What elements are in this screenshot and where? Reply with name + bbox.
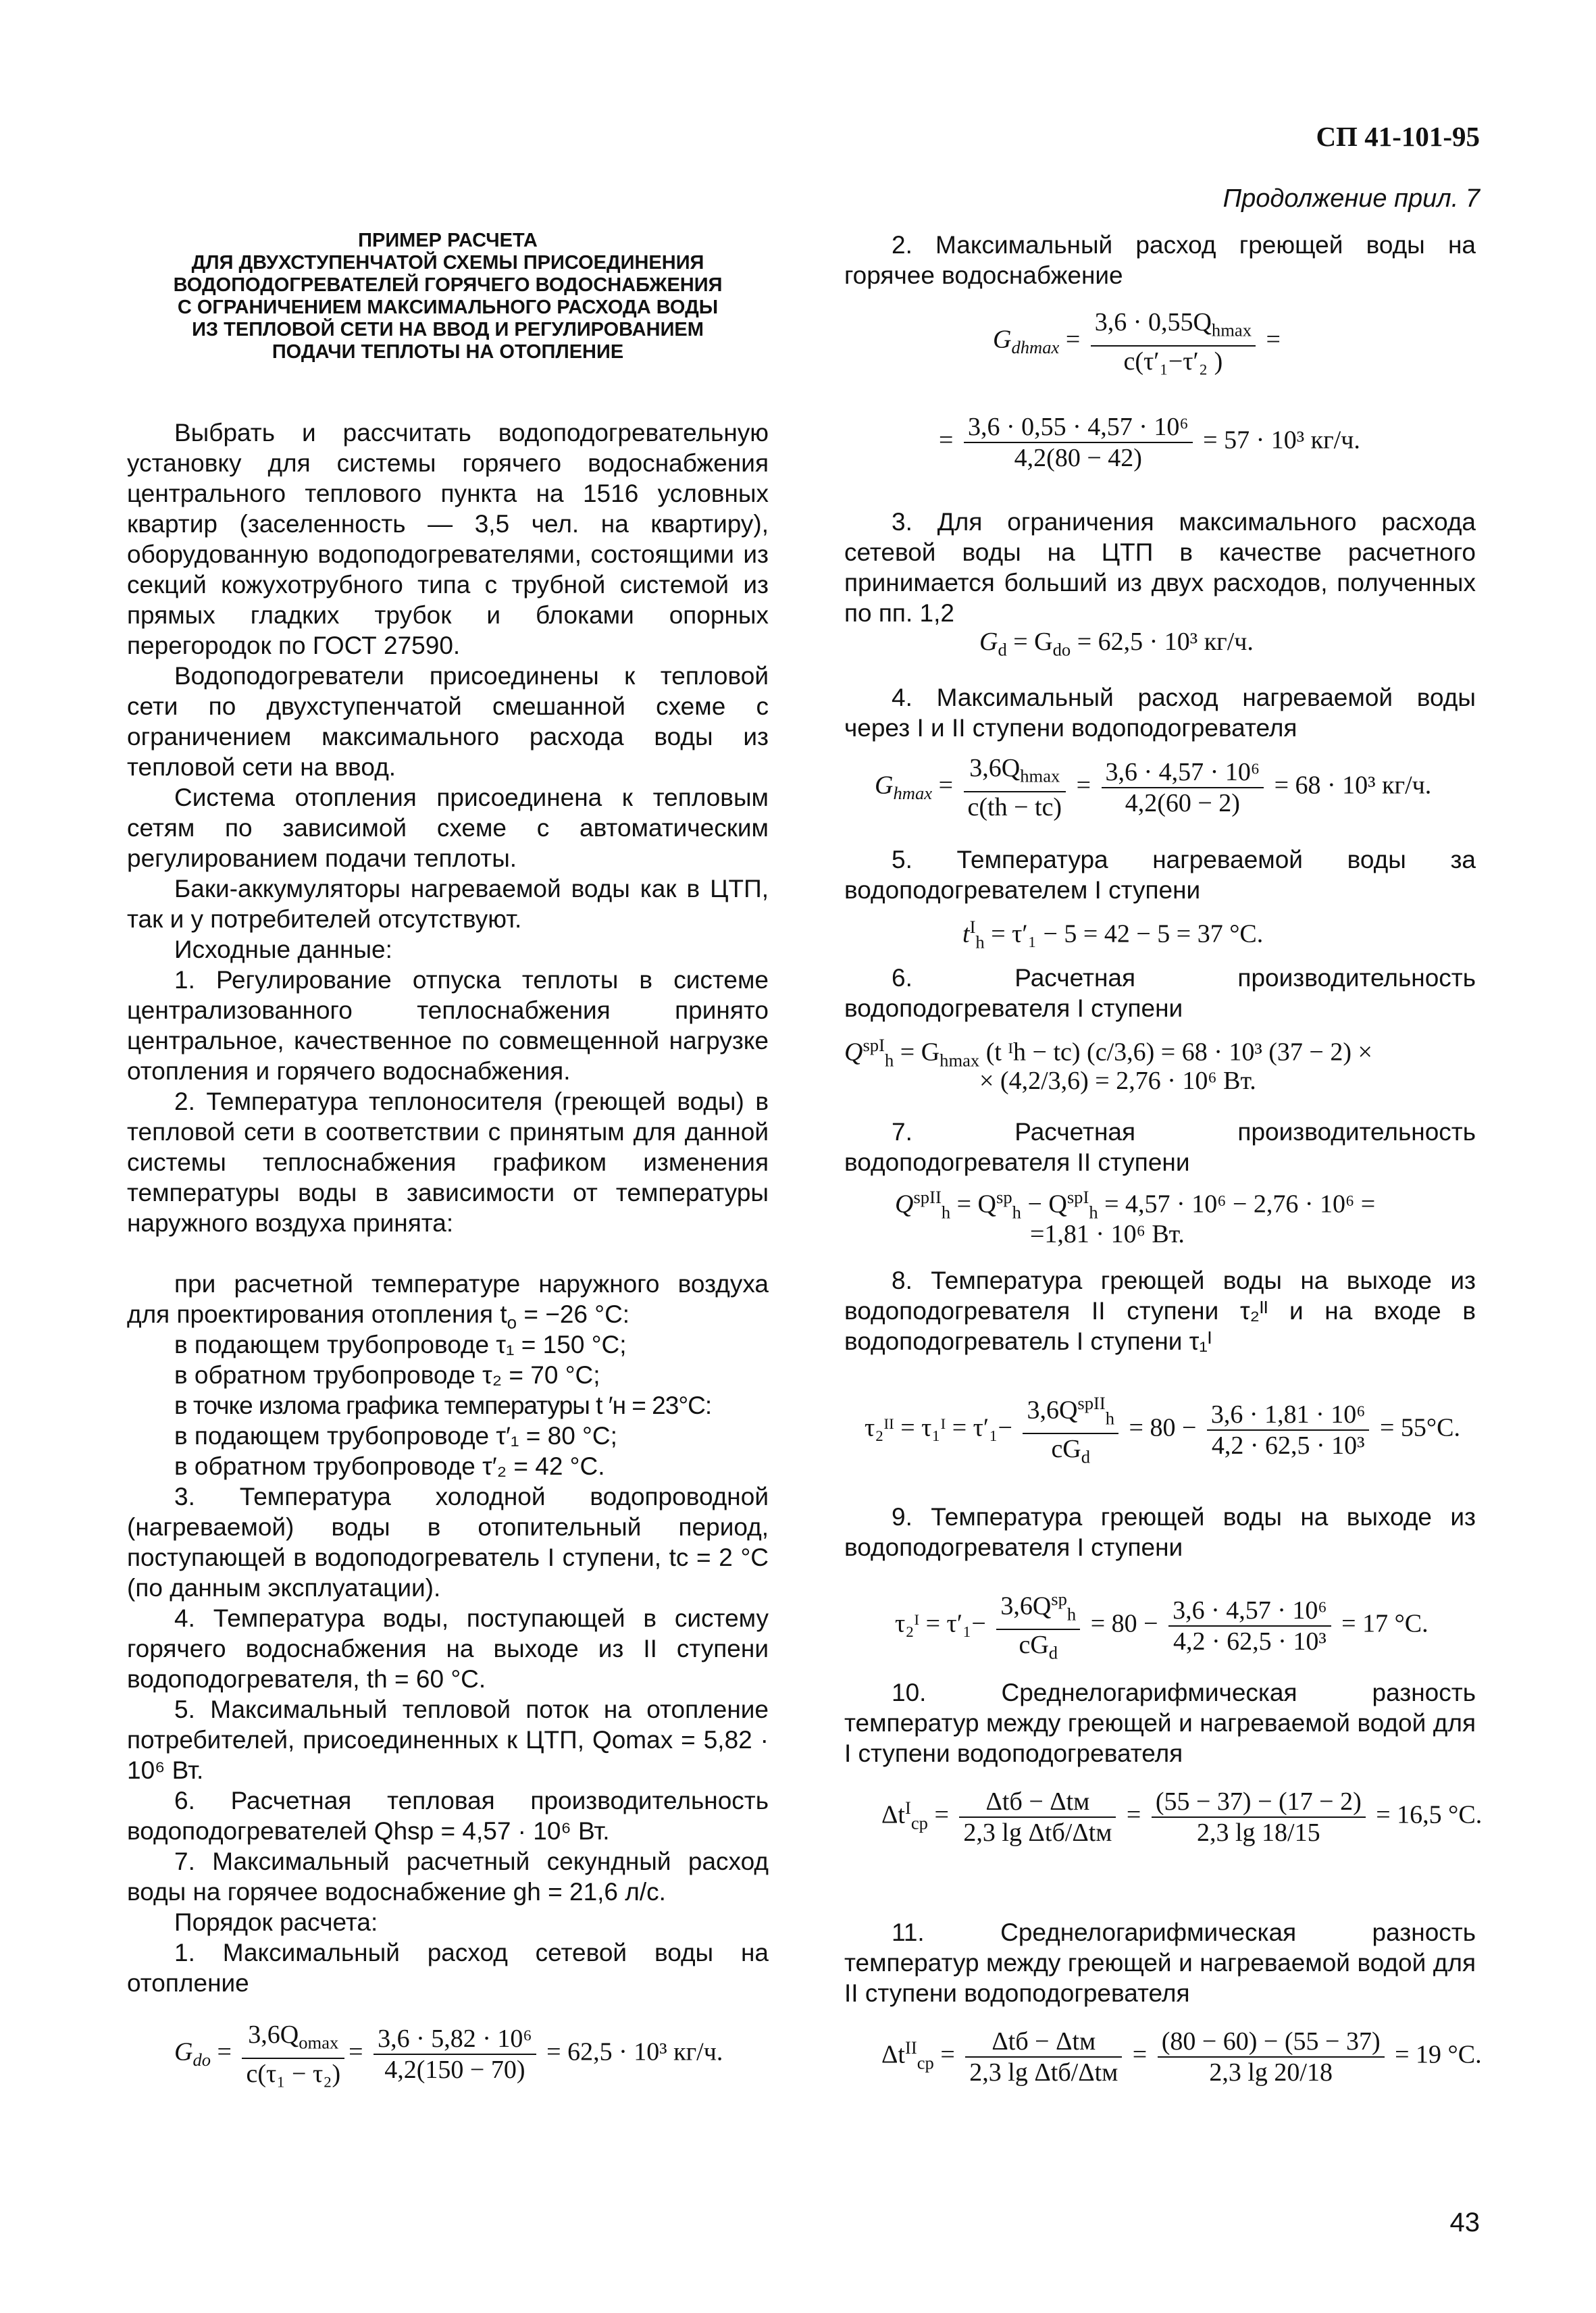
formula-2b: = $\frac{\text{3,6 · 0,55 · 4,57 · 10⁶}}{4,2(80 - 42)}$ = 57 · 10³ кг/ч. <box>939 413 1360 472</box>
formula-6b: × (4,2/3,6) = 2,76 · 10⁶ Вт. <box>979 1067 1256 1095</box>
input-item-2: 2. Температура теплоносителя (греющей воды) в тепловой сети в соответствии с принятым для данной системы теплоснабжения графиком изменения температуры воды в зависимости от температуры наружного воздуха принята: <box>127 1088 769 1237</box>
step-10: 10. Среднелогарифмическая разность температур между греющей и нагреваемой водой для I ступени водоподогревателя <box>844 1679 1476 1767</box>
input-item-2a: при расчетной температуре наружного воздуха для проектирования отопления $t_o = -26$ °С: <box>127 1270 769 1333</box>
fraction: Δtб − Δtм 2,3 lg Δtб/Δtм <box>965 2027 1122 2087</box>
calc-order-label: Порядок расчета: <box>174 1908 378 1936</box>
fraction: $\frac{\text{3,6 · 5,82 · 10⁶}}{4,2(150 - 70)}$ <box>374 2024 536 2085</box>
page-number: 43 <box>1449 2208 1480 2237</box>
input-item-4: 4. Температура воды, поступающей в систему горячего водоснабжения на выходе из II ступени водоподогревателя, th = 60 °С. <box>127 1604 769 1693</box>
title-line: ИЗ ТЕПЛОВОЙ СЕТИ НА ВВОД И РЕГУЛИРОВАНИЕМ <box>192 319 704 340</box>
step-11: 11. Среднелогарифмическая разность температур между греющей и нагреваемой водой для II ступени водоподогревателя <box>844 1918 1476 2007</box>
title-line: ПРИМЕР РАСЧЕТА <box>358 230 538 251</box>
input-item-1: 1. Регулирование отпуска теплоты в системе централизованного теплоснабжения принято центральное, качественное по совмещенной нагрузке отопления и горячего водоснабжения. <box>127 966 769 1085</box>
step-7: 7. Расчетная производительность водоподогревателя II ступени <box>844 1118 1476 1176</box>
fraction: $3,6 \cdot 0,55Q_{hmax}$ c(τ′₁−τ′₂ ) <box>1091 307 1256 376</box>
formula-10: $\Delta t^I_{ср}$ = Δtб − Δtм 2,3 lg Δtб/Δtм = $\frac{(55 - 37) - (17 - 2)}{2,3 \lg 18/15}$ = 16,5 °С. <box>881 1787 1483 1847</box>
input-item-6: 6. Расчетная тепловая производительность водоподогревателей Qhsp = 4,57 · 10⁶ Вт. <box>127 1787 769 1845</box>
title-line: ПОДАЧИ ТЕПЛОТЫ НА ОТОПЛЕНИЕ <box>272 341 624 363</box>
step-3: 3. Для ограничения максимального расхода сетевой воды на ЦТП в качестве расчетного принимается больший из двух расходов, полученных по пп. 1,2 <box>844 508 1476 627</box>
input-item-7: 7. Максимальный расчетный секундный расход воды на горячее водоснабжение gh = 21,6 л/с. <box>127 1848 769 1906</box>
fraction: $\frac{\text{3,6 · 0,55 · 4,57 · 10⁶}}{4,2(80 - 42)}$ <box>964 412 1193 473</box>
input-item-2d: в точке излома графика температуры t ′н = 23°С: <box>174 1392 712 1419</box>
formula-2: $G_{dhmax}$ = $3,6 \cdot 0,55Q_{hmax}$ c(τ′₁−τ′₂ ) = <box>993 308 1281 376</box>
step-4: 4. Максимальный расход нагреваемой воды через I и II ступени водоподогревателя <box>844 684 1476 742</box>
fraction: $3,6Q^{sp}_h$ $cG_d$ <box>996 1584 1080 1668</box>
continuation-note: Продолжение прил. 7 <box>1222 184 1480 213</box>
formula-6a: $Q^{spI}_h = G_{hmax}$ (t ᴵh − tc) (c/3,6) = 68 · 10³ (37 − 2) × <box>844 1035 1372 1071</box>
fraction: $\frac{\text{3,6 · 4,57 · 10⁶}}{\text{4,2 · 62,5 · 10³}}$ <box>1168 1596 1331 1656</box>
paragraph: Баки-аккумуляторы нагреваемой воды как в ЦТП, так и у потребителей отсутствуют. <box>127 875 769 933</box>
title-line: ДЛЯ ДВУХСТУПЕНЧАТОЙ СХЕМЫ ПРИСОЕДИНЕНИЯ <box>191 252 704 274</box>
formula-8: τ₂ᴵᴵ = τ₁ᴵ = τ′₁− $3,6Q^{spII}_h$ $cG_d$ = 80 − $\frac{\text{3,6 · 1,81 · 10⁶}}{\text{4,2 · 62,5 · 10³}}$ = 55°С. <box>865 1388 1460 1472</box>
input-item-3: 3. Температура холодной водопроводной (нагреваемой) воды в отопительный период, поступающей в водоподогреватель I ступени, tс = 2 °С (по данным эксплуатации). <box>127 1483 769 1602</box>
formula-3: $G_d = G_{do} = 62,5 \cdot 10^3$ кг/ч. <box>979 628 1254 660</box>
fraction: $\frac{\text{3,6 · 1,81 · 10⁶}}{\text{4,2 · 62,5 · 10³}}$ <box>1207 1400 1370 1460</box>
intro-paragraph: Выбрать и рассчитать водоподогревательную установку для системы горячего водоснабжения центрального теплового пункта на 1516 условных квартир (заселенность — 3,5 чел. на квартиру), оборудованную водоподогревателями, состоящими из секций кожухотрубного типа с трубной системой из прямых гладких трубок и блоками опорных перегородок по ГОСТ 27590. <box>127 419 769 659</box>
step-8: 8. Температура греющей воды на выходе из водоподогревателя II ступени τ₂ᴵᴵ и на входе в водоподогреватель I ступени τ₁ᴵ <box>844 1267 1476 1355</box>
title-line: ВОДОПОДОГРЕВАТЕЛЕЙ ГОРЯЧЕГО ВОДОСНАБЖЕНИЯ <box>173 274 723 296</box>
input-item-2b: в подающем трубопроводе τ₁ = 150 °С; <box>174 1331 627 1358</box>
input-item-5: 5. Максимальный тепловой поток на отопление потребителей, присоединенных к ЦТП, Qomax = 5,82 · 10⁶ Вт. <box>127 1696 769 1784</box>
formula-4: $G_{hmax}$ = $3,6Q_{hmax}$ c(th − tc) = $\frac{\text{3,6 · 4,57 · 10⁶}}{4,2(60 - 2)}$ = 68 · 10³ кг/ч. <box>875 754 1432 821</box>
input-item-2c: в обратном трубопроводе τ₂ = 70 °С; <box>174 1361 600 1389</box>
paragraph: Система отопления присоединена к тепловым сетям по зависимой схеме с автоматическим регулированием подачи теплоты. <box>127 784 769 872</box>
fraction: Δtб − Δtм 2,3 lg Δtб/Δtм <box>959 1787 1116 1848</box>
fraction: $3,6Q^{spII}_h$ $cG_d$ <box>1023 1388 1118 1472</box>
fraction: $\frac{(55 - 37) - (17 - 2)}{2,3 \lg 18/15}$ <box>1152 1787 1366 1848</box>
step-5: 5. Температура нагреваемой воды за водоподогревателем I ступени <box>844 846 1476 904</box>
step-1: 1. Максимальный расход сетевой воды на отопление <box>127 1939 769 1997</box>
formula-7b: =1,81 · 10⁶ Вт. <box>1030 1220 1185 1248</box>
step-6: 6. Расчетная производительность водоподогревателя I ступени <box>844 964 1476 1022</box>
document-code: СП 41-101-95 <box>1316 121 1480 152</box>
paragraph: Водоподогреватели присоединены к тепловой сети по двухступенчатой смешанной схеме с ограничением максимального расхода воды из тепловой сети на ввод. <box>127 662 769 781</box>
step-2: 2. Максимальный расход греющей воды на горячее водоснабжение <box>844 231 1476 289</box>
fraction: $\frac{\text{3,6 · 4,57 · 10⁶}}{4,2(60 - 2)}$ <box>1102 757 1264 818</box>
section-title <box>127 230 769 363</box>
input-data-label: Исходные данные: <box>174 936 392 963</box>
title-line: С ОГРАНИЧЕНИЕМ МАКСИМАЛЬНОГО РАСХОДА ВОДЫ <box>177 297 719 318</box>
formula-7a: $Q^{spII}_h = Q^{sp}_h - Q^{spI}_h = 4,57 \cdot 10^6 - 2,76 \cdot 10^6$ = <box>895 1187 1376 1223</box>
formula-11: $\Delta t^{II}_{ср}$ = Δtб − Δtм 2,3 lg Δtб/Δtм = $\frac{(80 - 60) - (55 - 37)}{2,3 \lg 20/18}$ = 19 °С. <box>881 2027 1482 2087</box>
step-9: 9. Температура греющей воды на выходе из водоподогревателя I ступени <box>844 1503 1476 1561</box>
fraction: $\frac{(80 - 60) - (55 - 37)}{2,3 \lg 20/18}$ <box>1158 2027 1385 2087</box>
fraction: $3,6Q_{hmax}$ c(th − tc) <box>964 753 1066 822</box>
formula-5: $t^I_h = \tau'_1 - 5 = 42 - 5 = 37$ °С. <box>962 917 1264 952</box>
input-item-2f: в обратном трубопроводе τ′₂ = 42 °С. <box>174 1452 605 1480</box>
formula-9: τ₂ᴵ = τ′₁− $3,6Q^{sp}_h$ $cG_d$ = 80 − $\frac{\text{3,6 · 4,57 · 10⁶}}{\text{4,2 · 62,5 · 10³}}$ = 17 °С. <box>895 1584 1428 1668</box>
input-item-2e: в подающем трубопроводе τ′₁ = 80 °С; <box>174 1422 617 1450</box>
fraction: $3,6Q_{omax}$ c(τ₁ − τ₂) <box>242 2020 344 2089</box>
formula-1: $G_{do}$ = $3,6Q_{omax}$ c(τ₁ − τ₂) = $\frac{\text{3,6 · 5,82 · 10⁶}}{4,2(150 - 70)}$ = 62,5 · 10³ кг/ч. <box>174 2020 723 2088</box>
